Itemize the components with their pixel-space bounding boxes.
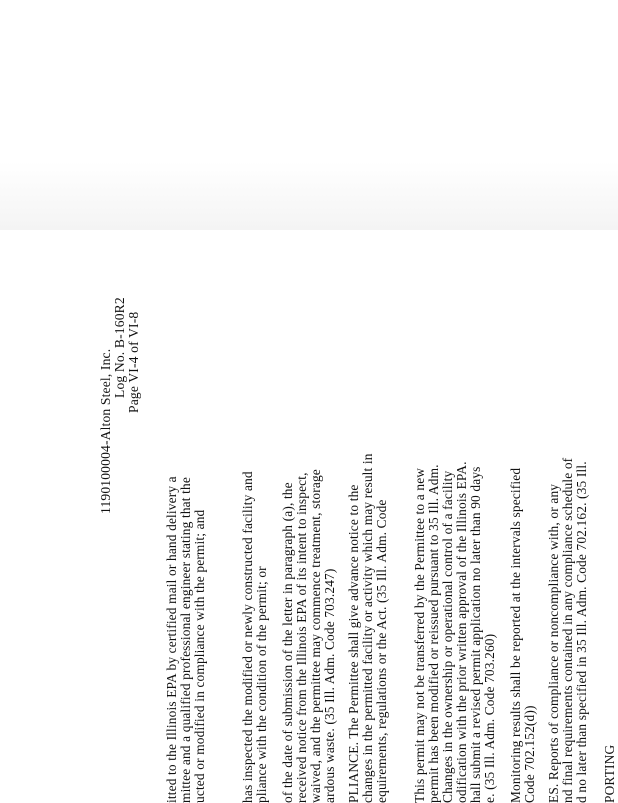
- body-line: d no later than specified in 35 Ill. Adm. Code 702.162. (35 Ill.: [574, 461, 589, 803]
- body-line: of the date of submission of the letter in paragraph (a), the: [280, 482, 295, 803]
- header-company-log: 1190100004-Alton Steel, Inc.: [98, 348, 113, 514]
- body-line: received notice from the Illinois EPA of its intent to inspect,: [294, 472, 309, 803]
- section-heading-fragment: PORTING: [602, 744, 617, 803]
- header-page-number: Page VI-4 of VI-8: [126, 311, 141, 413]
- body-line: Code 702.152(d)): [522, 705, 537, 803]
- body-line: nd final requirements contained in any compliance schedule of: [560, 457, 575, 803]
- body-line: Changes in the ownership or operational control of a facility: [440, 470, 455, 803]
- body-line: mittee and a qualified professional engineer stating that the: [178, 477, 193, 803]
- body-line: e. (35 Ill. Adm. Code 703.260): [482, 633, 497, 803]
- body-line: ucted or modified in compliance with the permit; and: [192, 509, 207, 803]
- body-line: This permit may not be transferred by the Permittee to a new: [412, 467, 427, 803]
- body-line: pliance with the condition of the permit; or: [254, 566, 269, 803]
- body-line: ardous waste. (35 Ill. Adm. Code 703.247): [322, 568, 337, 803]
- body-line: hall submit a revised permit application no later than 90 days: [468, 466, 483, 803]
- body-line: equirements, regulations or the Act. (35 Ill. Adm. Code: [374, 499, 389, 803]
- header-log-number: Log No. B-160R2: [112, 297, 127, 398]
- body-line: odification with the prior written approval of the Illinois EPA.: [454, 461, 469, 803]
- body-line: waived, and the permittee may commence treatment, storage: [308, 469, 323, 803]
- body-line: permit has been modified or reissued pursuant to 35 Ill. Adm.: [426, 464, 441, 803]
- body-line: itted to the Illinois EPA by certified mail or hand delivery a: [164, 476, 179, 803]
- body-line: changes in the permitted facility or activity which may result in: [360, 453, 375, 803]
- body-line: has inspected the modified or newly constructed facility and: [240, 471, 255, 803]
- body-line: PLIANCE. The Permittee shall give advance notice to the: [346, 484, 361, 803]
- body-line: ES. Reports of compliance or noncompliance with, or any: [546, 483, 561, 803]
- body-line: Monitoring results shall be reported at the intervals specified: [508, 467, 523, 803]
